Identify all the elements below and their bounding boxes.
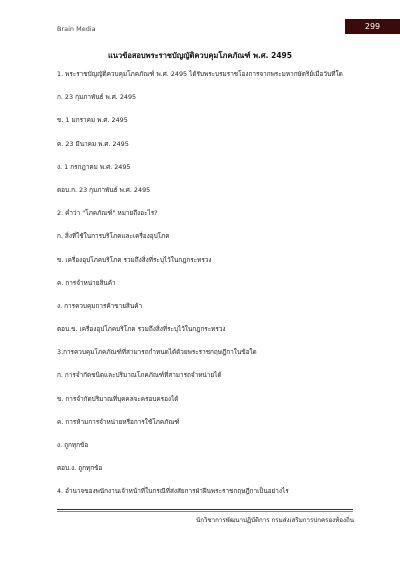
question-2-answer: ตอบ.ข. เครื่องอุปโภคบริโภค รวมถึงสิ่งที่ระบุไว้ในกฎกระทรวง xyxy=(57,325,226,334)
question-3-option-d: ง. ถูกทุกข้อ xyxy=(57,441,89,449)
question-2-option-c: ค. การจำหน่ายสินค้า xyxy=(57,278,116,287)
question-1-option-a: ก. 23 กุมภาพันธ์ พ.ศ. 2495 xyxy=(57,93,137,102)
question-3-option-a: ก. การจำกัดชนิดและปริมาณโภคภัณฑ์ที่สามารถจำหน่ายได้ xyxy=(57,371,222,380)
question-3-answer: ตอบ.ง. ถูกทุกข้อ xyxy=(57,464,103,473)
question-1-answer: ตอบ.ก. 23 กุมภาพันธ์ พ.ศ. 2495 xyxy=(57,185,151,194)
question-3-option-c: ค. การห้ามการจำหน่ายหรือการใช้โภคภัณฑ์ xyxy=(57,417,180,426)
question-2-option-a: ก. สิ่งที่ใช้ในการบริโภคและเครื่องอุปโภค xyxy=(57,232,170,241)
question-3-option-b: ข. การจำกัดปริมาณที่บุคคลจะครอบครองได้ xyxy=(57,394,179,403)
question-1-option-d: ง. 1 กรกฎาคม พ.ศ. 2495 xyxy=(57,162,131,171)
question-2-option-b: ข. เครื่องอุปโภคบริโภค รวมถึงสิ่งที่ระบุไว้ในกฎกระทรวง xyxy=(57,255,212,264)
question-2: 2. คำว่า "โภคภัณฑ์" หมายถึงอะไร? xyxy=(57,209,158,218)
question-2-option-d: ง. การควบคุมการค้าขายสินค้า xyxy=(57,301,143,310)
question-1: 1. พระราชบัญญัติควบคุมโภคภัณฑ์ พ.ศ. 2495 ได้รับพระบรมราชโองการจากพระมหากษัตริย์เมื่อวันที่ใด xyxy=(57,70,343,78)
question-1-option-b: ข. 1 มกราคม พ.ศ. 2495 xyxy=(57,116,128,125)
footer-divider-secondary xyxy=(57,511,353,512)
question-4: 4. อำนาจของพนักงานเจ้าหน้าที่ในกรณีที่ส่งสัยการฝ่าฝืนพระราชกฤษฎีกาเป็นอย่างไร xyxy=(57,487,289,496)
page-number-badge: 299 xyxy=(345,19,400,34)
footer-text: นักวิชาการพัฒนาปฏิบัติการ กรมส่งเสริมการปกครองท้องถิ่น xyxy=(195,517,354,524)
footer-divider xyxy=(57,509,353,510)
page-title: แนวข้อสอบพระราชบัญญัติควบคุมโภคภัณฑ์ พ.ศ. 2495 xyxy=(108,51,292,60)
question-3: 3.การควบคุมโภคภัณฑ์ที่สามารถกำหนดได้ด้วยพระราชกฤษฎีกาในข้อใด xyxy=(57,348,257,357)
brand-label: Brain Media xyxy=(57,25,96,33)
exam-content xyxy=(57,69,357,510)
question-1-option-c: ค. 23 มีนาคม พ.ศ. 2495 xyxy=(57,139,129,148)
